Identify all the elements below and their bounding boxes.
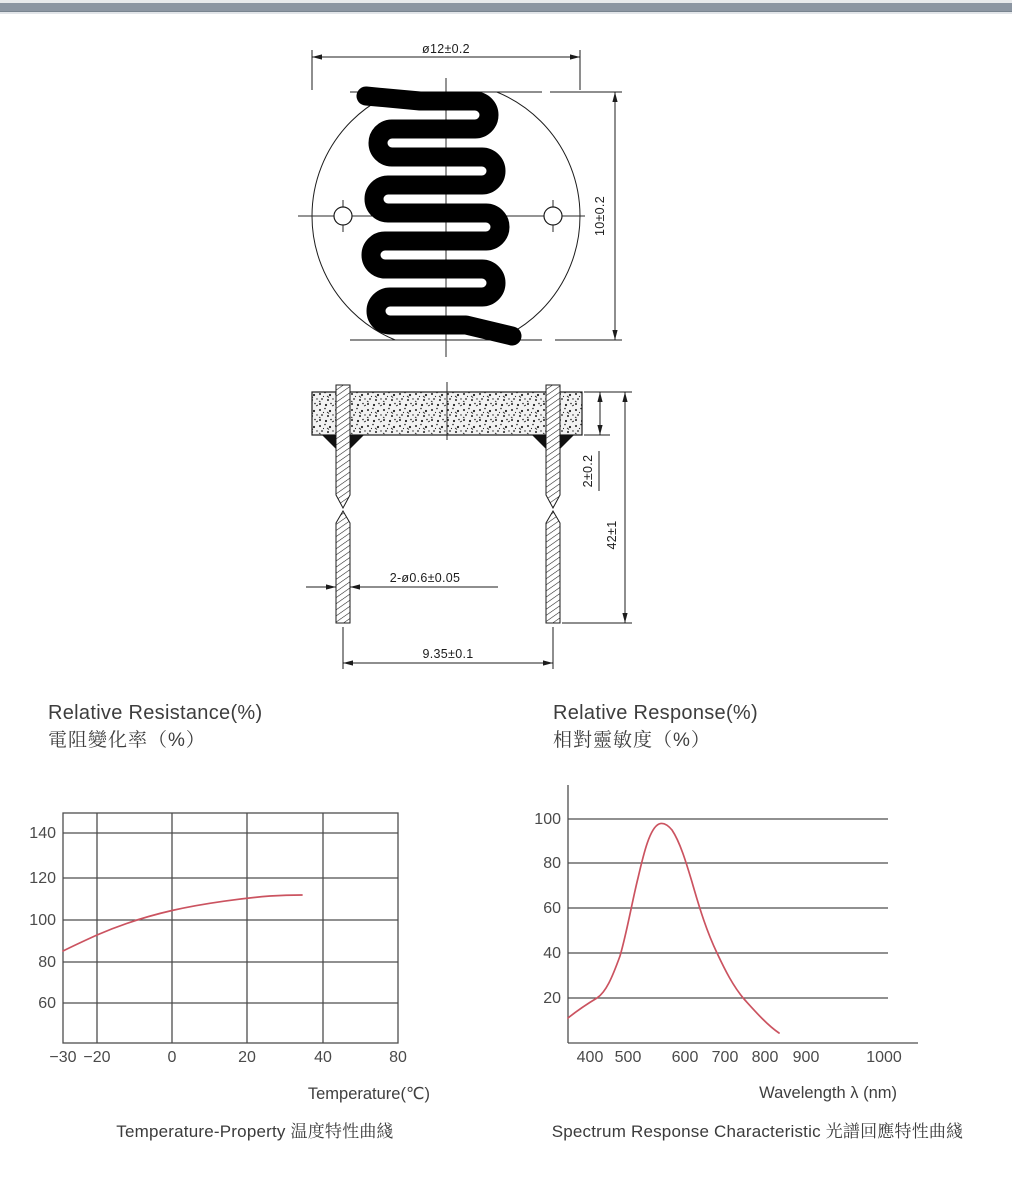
svg-text:20: 20 [543, 990, 561, 1007]
svg-text:80: 80 [38, 954, 56, 971]
svg-text:140: 140 [29, 825, 56, 842]
svg-text:120: 120 [29, 870, 56, 887]
serpentine-electrode-pattern [366, 96, 512, 336]
dimension-lead-diameter-label: 2-ø0.6±0.05 [389, 571, 461, 585]
window-top-edge [0, 0, 1012, 14]
svg-text:500: 500 [614, 1049, 642, 1066]
spectrum-x-axis-label: Wavelength λ (nm) [759, 1084, 897, 1102]
temperature-x-axis-label: Temperature(℃) [307, 1085, 430, 1103]
spectrum-chart-x-ticks [577, 1049, 902, 1066]
svg-text:400: 400 [576, 1049, 604, 1066]
svg-text:20: 20 [238, 1049, 256, 1066]
svg-text:80: 80 [389, 1049, 407, 1066]
dimension-height-label: 10±0.2 [593, 196, 607, 236]
top-edge-shadow-strip [0, 12, 1012, 14]
spectrum-chart-grid [568, 785, 918, 1043]
svg-text:60: 60 [38, 995, 56, 1012]
svg-text:700: 700 [711, 1049, 739, 1066]
svg-text:−20: −20 [83, 1049, 111, 1066]
spectrum-chart-caption: Spectrum Response Characteristic 光譜回應特性曲綫 [551, 1122, 964, 1141]
terminal-hole-left [334, 200, 352, 232]
photoresistor-top-view-drawing [270, 40, 640, 370]
svg-text:900: 900 [792, 1049, 820, 1066]
dimension-body-thickness-label: 2±0.2 [581, 454, 595, 488]
temperature-property-chart [20, 795, 440, 1075]
temperature-resistance-curve [63, 895, 302, 951]
svg-text:100: 100 [29, 912, 56, 929]
temperature-chart-title [48, 700, 262, 754]
spectrum-chart-y-ticks [534, 811, 561, 1007]
temperature-chart-title-zh: 電阻變化率（%） [48, 730, 206, 751]
spectrum-chart-title-zh: 相對靈敏度（%） [553, 730, 711, 751]
dimension-lead-spacing-label: 9.35±0.1 [422, 647, 474, 661]
temperature-chart-title-en: Relative Resistance(%) [48, 702, 263, 724]
svg-text:60: 60 [543, 900, 561, 917]
dimension-diameter-label: ø12±0.2 [422, 42, 470, 56]
lead-left [336, 385, 350, 623]
svg-text:0: 0 [167, 1049, 177, 1066]
temperature-chart-x-ticks [49, 1049, 407, 1066]
top-edge-dark-bar [0, 3, 1012, 12]
terminal-hole-right [544, 200, 562, 232]
spectrum-chart-title [553, 700, 758, 754]
spectrum-response-chart [530, 780, 970, 1080]
svg-text:100: 100 [534, 811, 561, 828]
svg-text:−30: −30 [49, 1049, 77, 1066]
svg-text:1000: 1000 [866, 1049, 902, 1066]
svg-text:600: 600 [671, 1049, 699, 1066]
svg-text:800: 800 [751, 1049, 779, 1066]
temperature-chart-y-ticks [29, 825, 56, 1012]
spectral-response-curve [568, 823, 779, 1033]
temperature-chart-caption: Temperature-Property 温度特性曲綫 [116, 1122, 394, 1141]
svg-text:80: 80 [543, 855, 561, 872]
spectrum-chart-title-en: Relative Response(%) [553, 702, 758, 724]
svg-text:40: 40 [314, 1049, 332, 1066]
solder-fillets [322, 435, 574, 449]
photoresistor-side-view-drawing [270, 375, 650, 675]
lead-right [546, 385, 560, 623]
svg-text:40: 40 [543, 945, 561, 962]
dimension-lead-length-label: 42±1 [605, 520, 619, 550]
